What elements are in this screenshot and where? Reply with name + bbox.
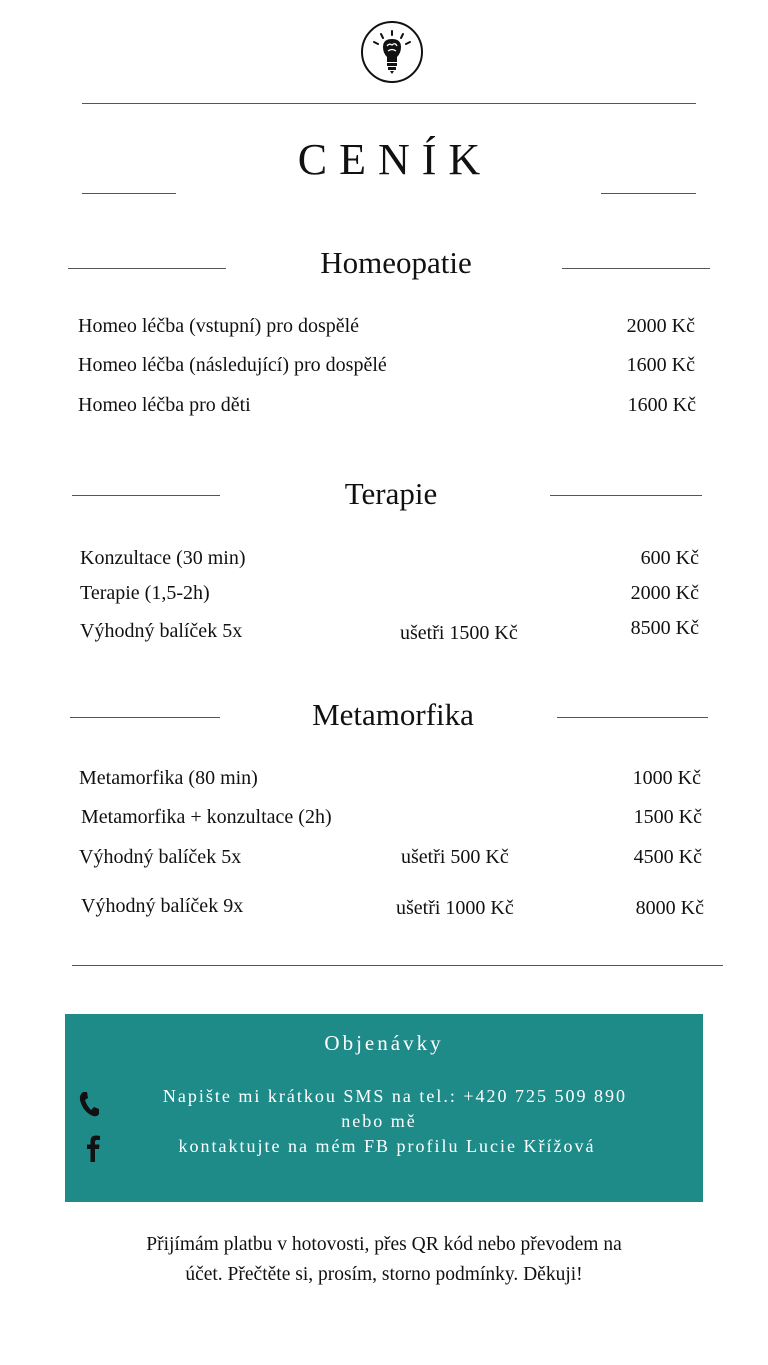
payment-note-line: Přijímám platbu v hotovosti, přes QR kód nebo převodem na — [146, 1234, 622, 1255]
top-divider — [82, 103, 696, 104]
price-item-price: 2000 Kč — [630, 582, 699, 604]
section-title-metamorfika: Metamorfika — [312, 697, 474, 732]
payment-note-line: účet. Přečtěte si, prosím, storno podmínky. Děkuji! — [185, 1264, 583, 1285]
price-item-label: Výhodný balíček 9x — [81, 895, 244, 917]
price-item-label: Homeo léčba (následující) pro dospělé — [78, 354, 387, 376]
price-item-label: Terapie (1,5-2h) — [80, 582, 210, 604]
section-rule-right — [557, 717, 708, 718]
title-rule-left — [82, 193, 176, 194]
price-item-label: Metamorfika (80 min) — [79, 767, 258, 789]
price-item-label: Konzultace (30 min) — [80, 547, 246, 569]
price-item-price: 8500 Kč — [630, 617, 699, 639]
price-item-price: 8000 Kč — [635, 897, 704, 919]
price-item-price: 1600 Kč — [626, 354, 695, 376]
price-item-label: Výhodný balíček 5x — [80, 620, 243, 642]
price-item-saving: ušetři 1500 Kč — [400, 622, 518, 644]
section-title-terapie: Terapie — [344, 476, 438, 511]
price-item-label: Homeo léčba pro děti — [78, 394, 251, 416]
title-rule-right — [601, 193, 696, 194]
price-item-price: 600 Kč — [640, 547, 699, 569]
orders-heading: Objenávky — [324, 1031, 444, 1055]
bottom-divider — [72, 965, 723, 966]
price-item-saving: ušetři 500 Kč — [401, 846, 509, 868]
section-rule-left — [68, 268, 226, 269]
section-rule-right — [550, 495, 702, 496]
price-item-price: 1600 Kč — [627, 394, 696, 416]
payment-note — [60, 1230, 708, 1290]
orders-fb-text: kontaktujte na mém FB profilu Lucie Křížová — [178, 1136, 596, 1156]
section-rule-right — [562, 268, 710, 269]
price-item-price: 1000 Kč — [632, 767, 701, 789]
price-item-price: 2000 Kč — [626, 315, 695, 337]
price-item-price: 1500 Kč — [633, 806, 702, 828]
lightbulb-brain-icon — [361, 21, 423, 83]
orders-or-text: nebo mě — [341, 1111, 417, 1131]
page-title: CENÍK — [297, 135, 493, 184]
price-item-label: Výhodný balíček 5x — [79, 846, 242, 868]
section-rule-left — [72, 495, 220, 496]
price-item-label: Homeo léčba (vstupní) pro dospělé — [78, 315, 360, 337]
price-item-saving: ušetři 1000 Kč — [396, 897, 514, 919]
price-item-price: 4500 Kč — [633, 846, 702, 868]
section-title-homeopatie: Homeopatie — [320, 245, 472, 280]
orders-box — [65, 1014, 703, 1202]
price-item-label: Metamorfika + konzultace (2h) — [81, 806, 332, 828]
orders-sms-text: Napište mi krátkou SMS na tel.: +420 725 509 890 — [162, 1086, 628, 1106]
section-rule-left — [70, 717, 220, 718]
